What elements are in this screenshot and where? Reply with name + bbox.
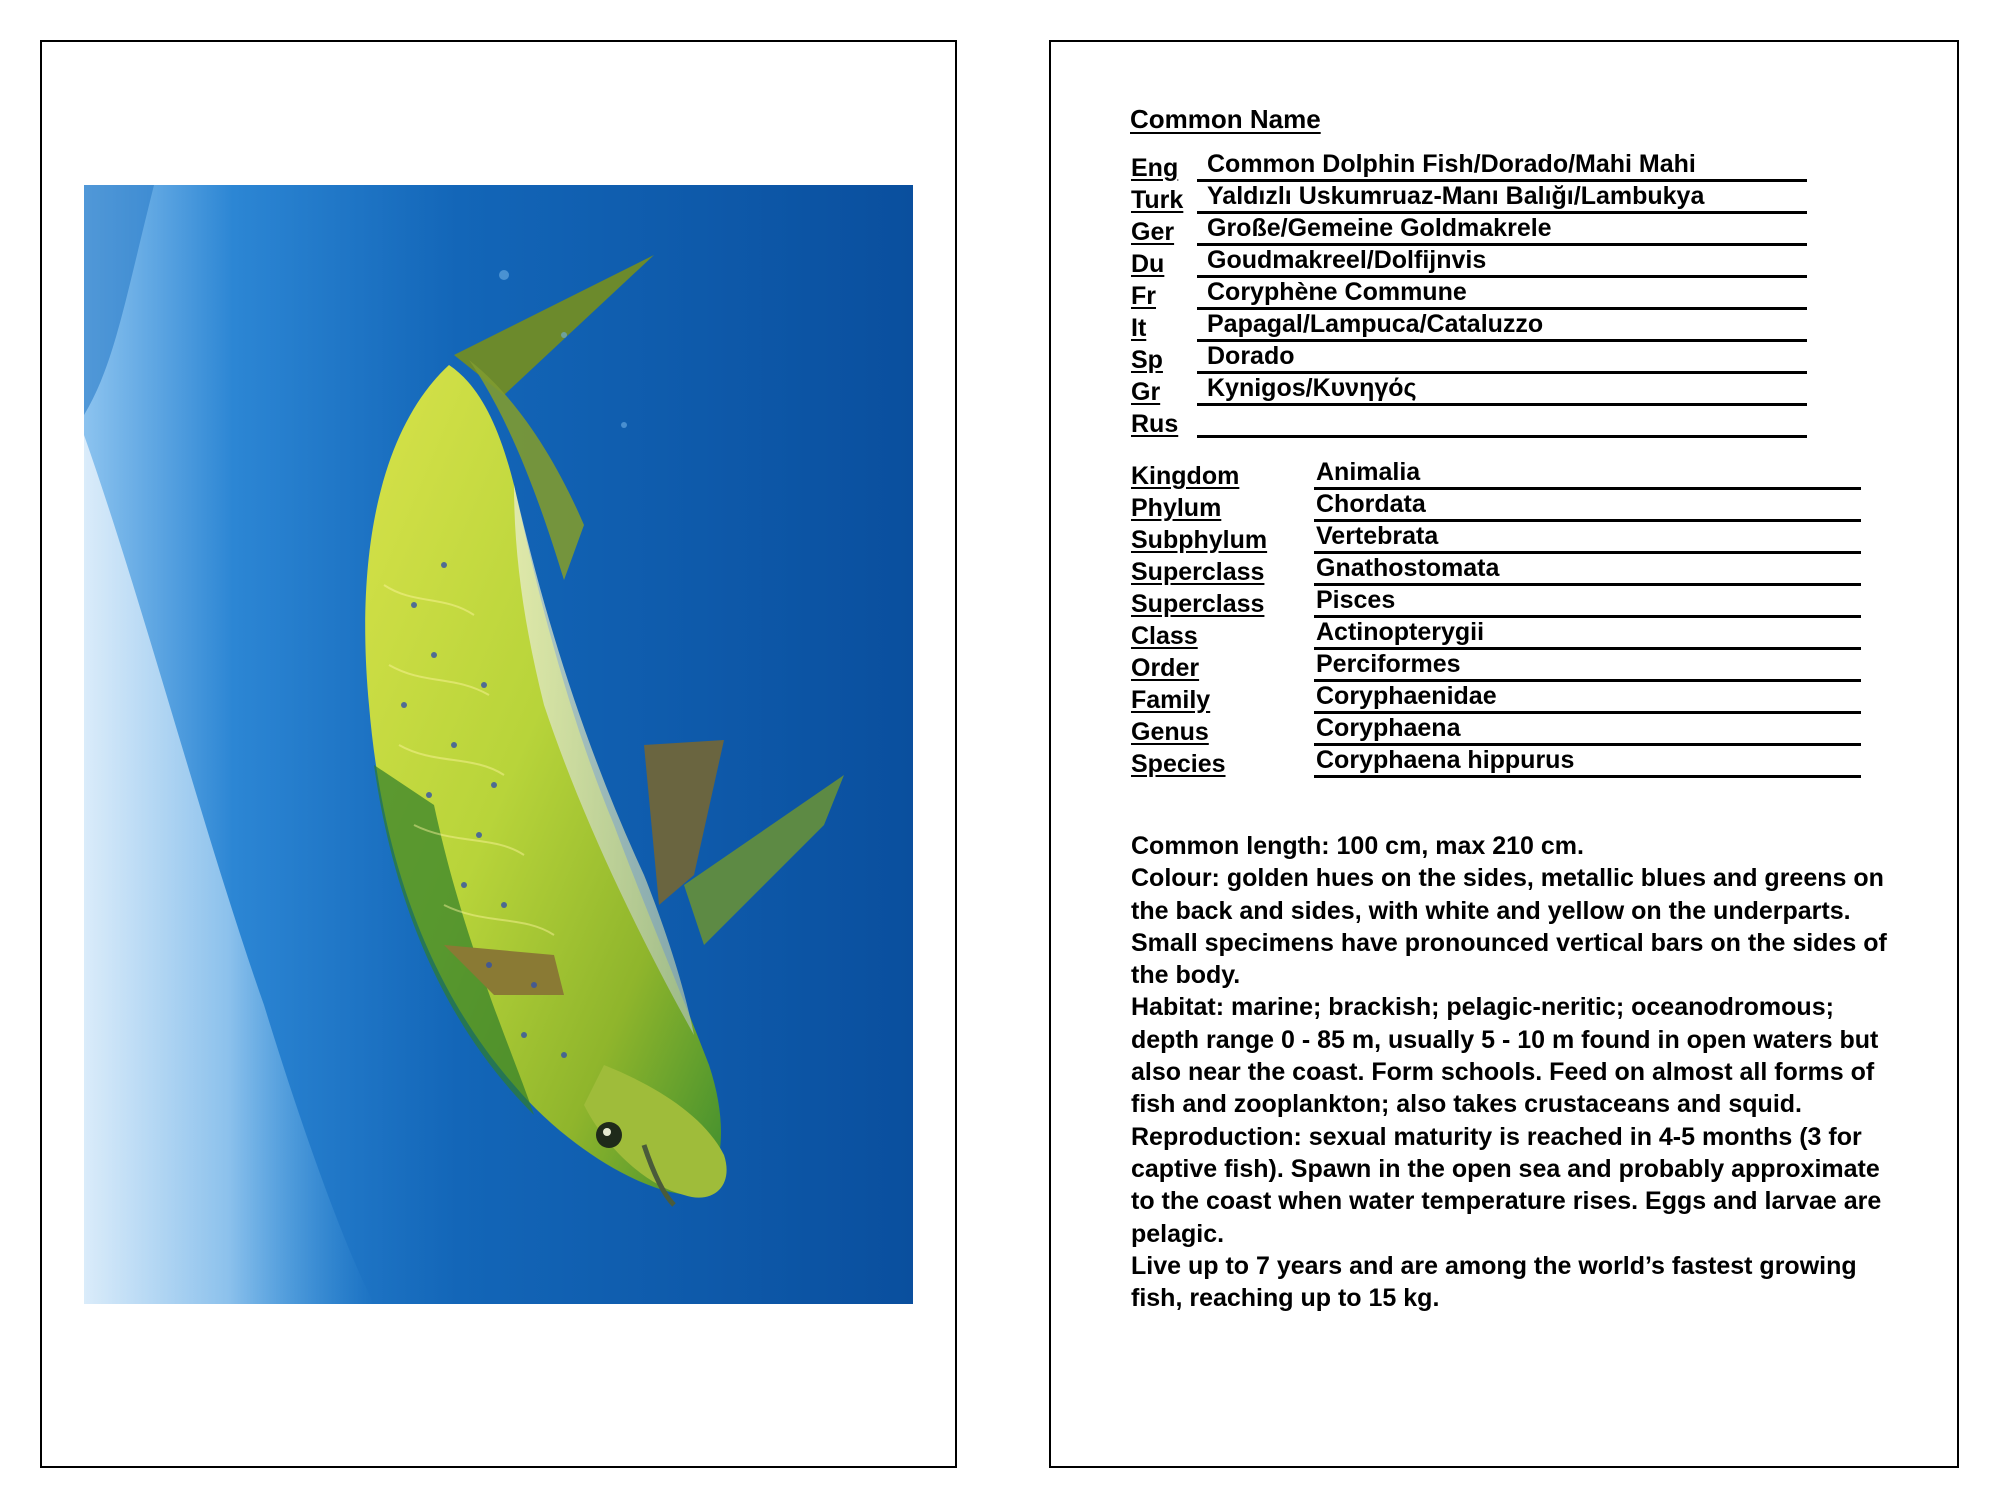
- description-lifespan: Live up to 7 years and are among the world’s fastest growing fish, reaching up to 15 kg.: [1131, 1251, 1857, 1313]
- common-name-row: [1131, 374, 1807, 406]
- taxonomy-value: Perciformes: [1314, 651, 1861, 682]
- taxonomy-rank: Subphylum: [1131, 526, 1268, 554]
- taxonomy-value: Vertebrata: [1314, 523, 1861, 554]
- common-name-value: Große/Gemeine Goldmakrele: [1197, 215, 1807, 246]
- taxonomy-value: Pisces: [1314, 587, 1861, 618]
- taxonomy-row: [1131, 746, 1863, 778]
- common-name-value: [1197, 407, 1807, 438]
- taxonomy-row: [1131, 618, 1863, 650]
- taxonomy-rank: Superclass: [1131, 590, 1265, 618]
- taxonomy-row: [1131, 554, 1863, 586]
- language-label: Turk: [1131, 186, 1184, 214]
- taxonomy-value: Actinopterygii: [1314, 619, 1861, 650]
- taxonomy-row: [1131, 682, 1863, 714]
- common-name-value: Coryphène Commune: [1197, 279, 1807, 310]
- common-name-row: [1131, 310, 1807, 342]
- taxonomy-rank: Species: [1131, 750, 1226, 778]
- taxonomy-rank: Superclass: [1131, 558, 1265, 586]
- taxonomy-row: [1131, 522, 1863, 554]
- taxonomy-value: Coryphaenidae: [1314, 683, 1861, 714]
- taxonomy-row: [1131, 586, 1863, 618]
- language-label: Sp: [1131, 346, 1163, 374]
- common-name-value: Papagal/Lampuca/Cataluzzo: [1197, 311, 1807, 342]
- description-length: Common length: 100 cm, max 210 cm.: [1131, 832, 1584, 860]
- common-name-value: Dorado: [1197, 343, 1807, 374]
- common-name-value: Common Dolphin Fish/Dorado/Mahi Mahi: [1197, 151, 1807, 182]
- taxonomy-rank: Order: [1131, 654, 1200, 682]
- taxonomy-row: [1131, 650, 1863, 682]
- taxonomy-row: [1131, 714, 1863, 746]
- description-reproduction: Reproduction: sexual maturity is reached in 4-5 months (3 for captive fish). Spawn in the open sea and probably approximate to the coast when water temperature rises. Eggs and larvae are pelagic.: [1131, 1122, 1882, 1248]
- language-label: It: [1131, 314, 1147, 342]
- language-label: Du: [1131, 250, 1165, 278]
- common-name-value: Goudmakreel/Dolfijnvis: [1197, 247, 1807, 278]
- taxonomy-rank: Kingdom: [1131, 462, 1240, 490]
- taxonomy-value: Coryphaena hippurus: [1314, 747, 1861, 778]
- common-name-value: Yaldızlı Uskumruaz-Manı Balığı/Lambukya: [1197, 183, 1807, 214]
- language-label: Ger: [1131, 218, 1175, 246]
- description-habitat: Habitat: marine; brackish; pelagic-neritic; oceanodromous; depth range 0 - 85 m, usually 5 - 10 m found in open waters but also near the coast. Form schools. Feed on almost all forms of fish and zooplankton; also takes crustaceans and squid.: [1131, 993, 1879, 1119]
- description-colour: Colour: golden hues on the sides, metallic blues and greens on the back and sides, with white and yellow on the underparts. Small specimens have pronounced vertical bars on the sides of the body.: [1131, 864, 1887, 990]
- taxonomy-value: Gnathostomata: [1314, 555, 1861, 586]
- taxonomy-row: [1131, 490, 1863, 522]
- common-name-row: [1131, 246, 1807, 278]
- info-card: [1049, 40, 1959, 1468]
- common-names-list: [1131, 150, 1807, 438]
- common-name-row: [1131, 182, 1807, 214]
- common-name-row: [1131, 342, 1807, 374]
- language-label: Fr: [1131, 282, 1156, 310]
- common-name-row: [1131, 214, 1807, 246]
- common-name-heading: Common Name: [1130, 104, 1321, 134]
- taxonomy-rank: Genus: [1131, 718, 1209, 746]
- taxonomy-rank: Phylum: [1131, 494, 1222, 522]
- taxonomy-rank: Family: [1131, 686, 1211, 714]
- language-label: Gr: [1131, 378, 1161, 406]
- taxonomy-list: [1131, 458, 1863, 778]
- photo-card: [40, 40, 957, 1468]
- mahi-mahi-fish-icon: [84, 185, 913, 1304]
- species-description: [1131, 830, 1901, 1314]
- taxonomy-value: Coryphaena: [1314, 715, 1861, 746]
- language-label: Eng: [1131, 154, 1179, 182]
- language-label: Rus: [1131, 410, 1179, 438]
- taxonomy-row: [1131, 458, 1863, 490]
- taxonomy-value: Animalia: [1314, 459, 1861, 490]
- common-name-row: [1131, 150, 1807, 182]
- common-name-row: [1131, 278, 1807, 310]
- taxonomy-value: Chordata: [1314, 491, 1861, 522]
- taxonomy-rank: Class: [1131, 622, 1198, 650]
- common-name-value: Kynigos/Κυνηγός: [1197, 375, 1807, 406]
- fish-photo: [84, 185, 913, 1304]
- common-name-row: [1131, 406, 1807, 438]
